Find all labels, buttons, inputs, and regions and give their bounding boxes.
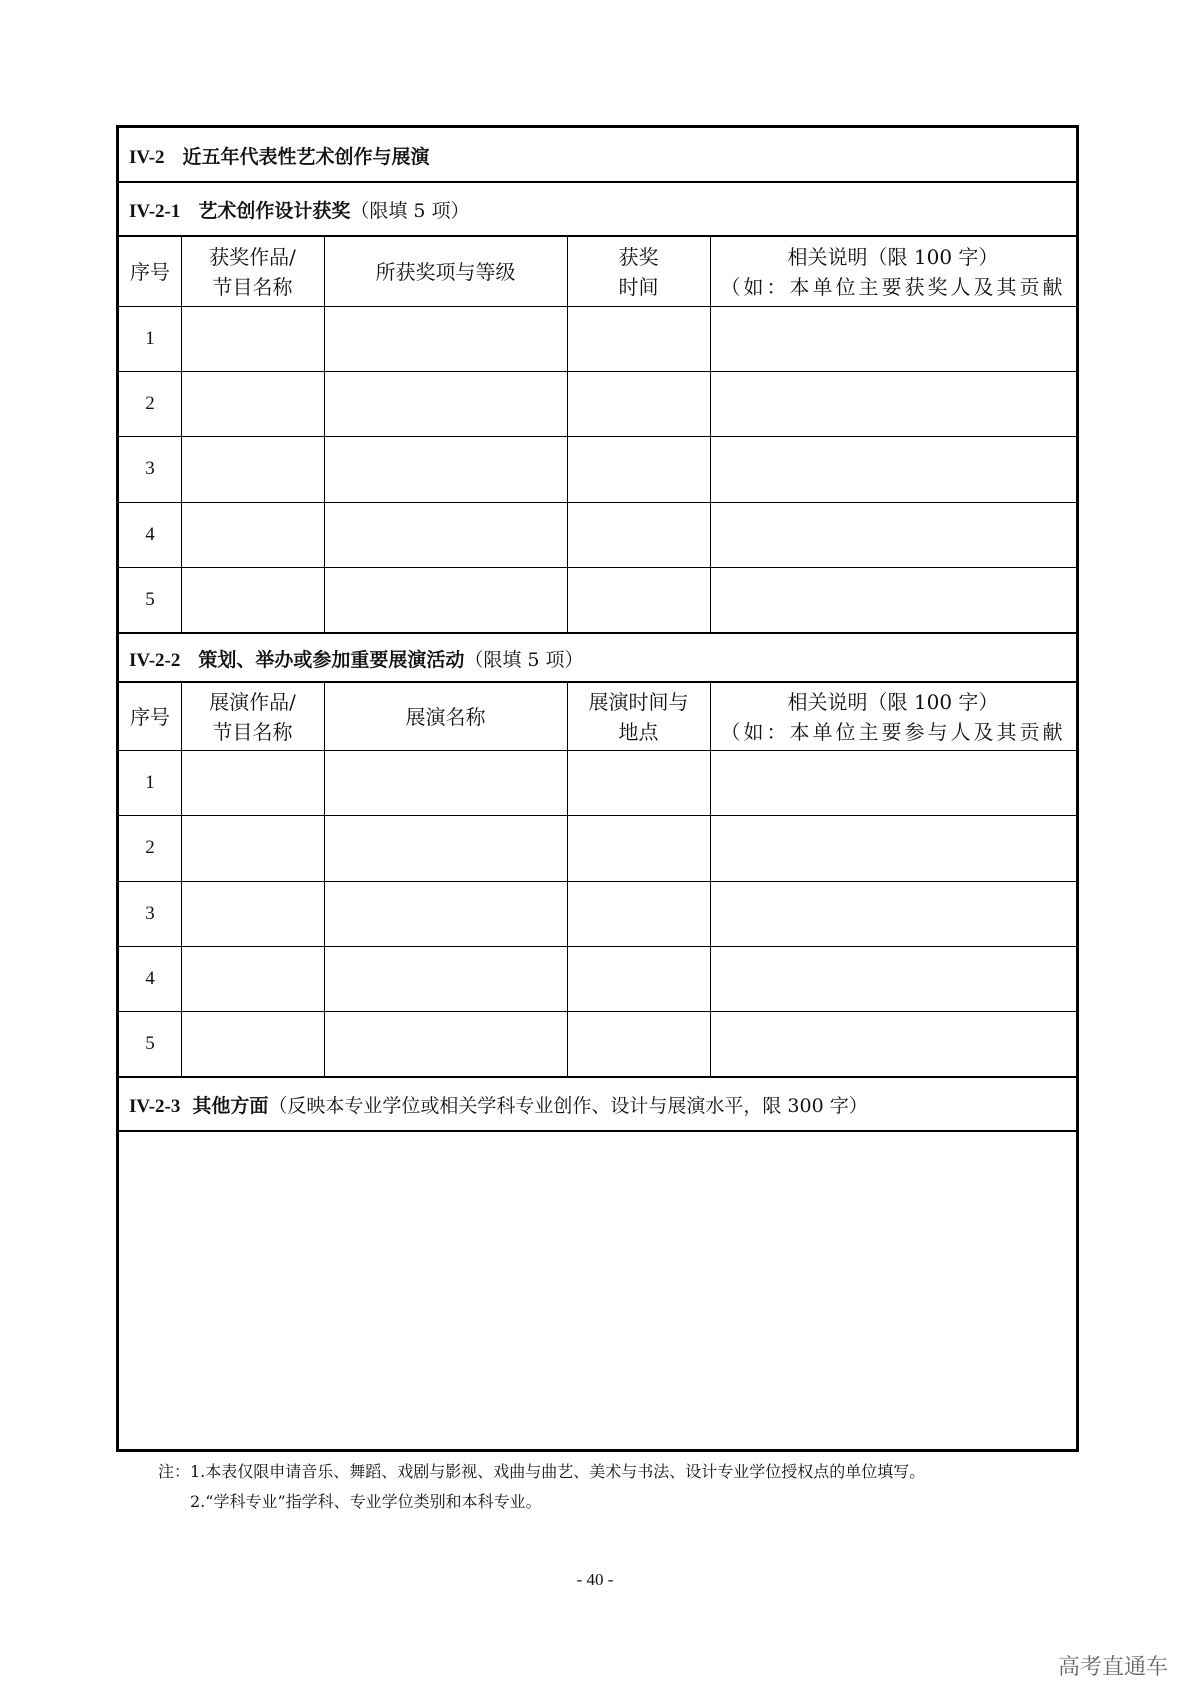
other-aspects-textarea[interactable]	[119, 1132, 1076, 1449]
column-divider	[567, 683, 568, 1078]
header-award: 所获奖项与等级	[375, 259, 516, 284]
section-2-row	[119, 882, 1076, 947]
section-1-text: 艺术创作设计获奖	[198, 200, 351, 222]
header-performance-time-line-1: 展演时间与	[588, 689, 689, 714]
row-number: 5	[145, 1033, 155, 1054]
section-2-row	[119, 1012, 1076, 1078]
footnote-2: 2.“学科专业”指学科、专业学位类别和本科专业。	[190, 1492, 542, 1511]
section-2-code: IV-2-2	[129, 650, 181, 671]
section-1-row	[119, 307, 1076, 372]
section-1-title	[129, 196, 470, 223]
header-award-time-line-1: 获奖	[618, 244, 659, 269]
column-divider	[181, 683, 182, 1078]
row-number: 2	[145, 393, 155, 414]
header-performance-time	[567, 683, 710, 750]
header-description-line-2: （如：本单位主要获奖人及其贡献	[720, 274, 1066, 299]
section-3-title	[129, 1091, 868, 1118]
form-table	[116, 125, 1079, 1452]
header-work-line-1: 获奖作品/	[209, 244, 296, 269]
section-1-code: IV-2-1	[129, 201, 181, 222]
header-work	[181, 683, 324, 750]
section-1-note: （限填 5 项）	[350, 200, 470, 222]
column-divider	[567, 237, 568, 634]
section-2-title	[129, 645, 584, 672]
header-description-line-2: （如：本单位主要参与人及其贡献	[720, 719, 1066, 744]
section-main-title	[129, 142, 430, 169]
section-main-header	[119, 128, 1076, 183]
column-divider	[181, 237, 182, 634]
header-award-time	[567, 237, 710, 306]
column-divider	[324, 237, 325, 634]
section-main-code: IV-2	[129, 147, 165, 168]
section-3-text: 其他方面	[192, 1095, 269, 1117]
page-number: - 40 -	[576, 1570, 614, 1589]
header-performance-name: 展演名称	[405, 704, 486, 729]
section-2-row	[119, 751, 1076, 816]
column-divider	[710, 683, 711, 1078]
section-1-row	[119, 503, 1076, 568]
row-number: 4	[145, 968, 155, 989]
section-3-code: IV-2-3	[129, 1096, 181, 1117]
header-description-line-1: 相关说明（限 100 字）	[787, 244, 999, 269]
section-2-header	[119, 634, 1076, 683]
section-3-note: （反映本专业学位或相关学科专业创作、设计与展演水平，限 300 字）	[268, 1095, 868, 1117]
header-work-line-2: 节目名称	[212, 274, 293, 299]
section-1-header	[119, 183, 1076, 237]
footnote-1: 注：1.本表仅限申请音乐、舞蹈、戏剧与影视、戏曲与曲艺、美术与书法、设计专业学位授权点的单位填写。	[158, 1462, 926, 1481]
section-2-column-headers	[119, 683, 1076, 751]
column-divider	[324, 683, 325, 1078]
header-description	[710, 237, 1076, 306]
header-seq: 序号	[130, 259, 170, 284]
header-description-line-1: 相关说明（限 100 字）	[787, 689, 999, 714]
row-number: 4	[145, 524, 155, 545]
section-2-row	[119, 816, 1076, 882]
section-2-note: （限填 5 项）	[464, 649, 584, 671]
header-description	[710, 683, 1076, 750]
header-work-line-2: 节目名称	[212, 719, 293, 744]
section-1-row	[119, 568, 1076, 634]
section-1-row	[119, 437, 1076, 503]
column-divider	[710, 237, 711, 634]
section-2-text: 策划、举办或参加重要展演活动	[198, 649, 465, 671]
row-number: 5	[145, 589, 155, 610]
header-work	[181, 237, 324, 306]
section-1-row	[119, 372, 1076, 437]
row-number: 3	[145, 458, 155, 479]
section-2-row	[119, 947, 1076, 1012]
row-number: 1	[145, 328, 155, 349]
watermark: 高考直通车	[1057, 1655, 1168, 1680]
header-award-time-line-2: 时间	[618, 274, 659, 299]
row-number: 3	[145, 903, 155, 924]
section-1-column-headers	[119, 237, 1076, 307]
section-main-text: 近五年代表性艺术创作与展演	[182, 146, 430, 168]
section-3-header	[119, 1078, 1076, 1132]
header-work-line-1: 展演作品/	[209, 689, 296, 714]
row-number: 2	[145, 837, 155, 858]
row-number: 1	[145, 772, 155, 793]
header-seq: 序号	[130, 704, 170, 729]
header-performance-time-line-2: 地点	[618, 719, 659, 744]
